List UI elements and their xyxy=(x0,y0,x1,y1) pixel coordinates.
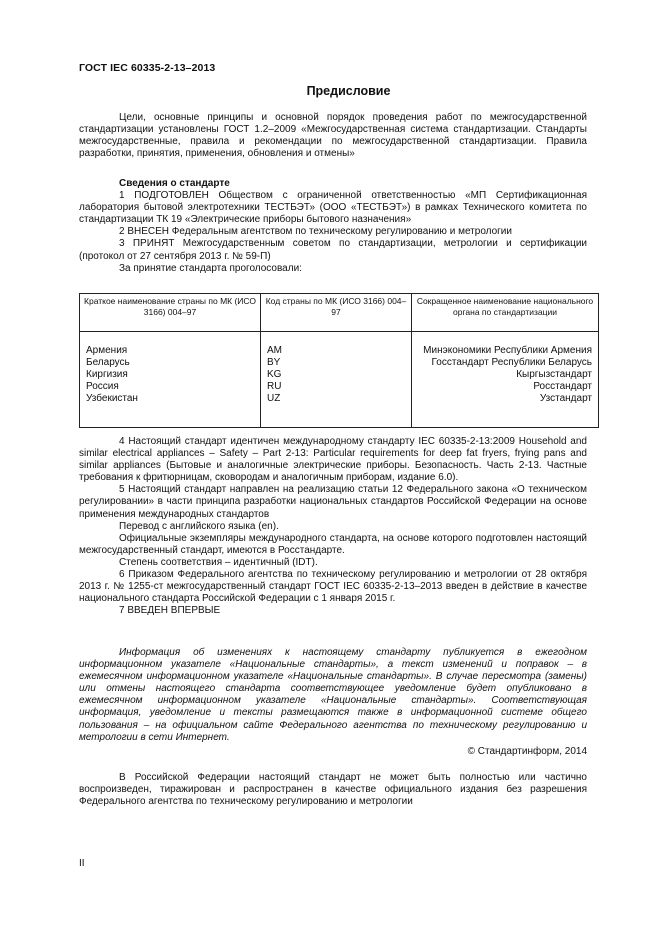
standards-body: Кыргызстандарт xyxy=(516,369,592,381)
country-code: AM xyxy=(267,345,282,356)
country-code: BY xyxy=(267,357,281,369)
info-heading: Сведения о стандарте xyxy=(119,178,230,189)
item-7: 7 ВВЕДЕН ВПЕРВЫЕ xyxy=(119,605,221,617)
page-title: Предисловие xyxy=(306,84,391,98)
standards-body: Минэкономики Республики Армения xyxy=(423,345,592,356)
table-cell-countries xyxy=(80,332,261,428)
item-3: 3 ПРИНЯТ Межгосударственным советом по стандартизации, метрологии и сертификации (протокол от 27 сентября 2013 г. № 59-П) xyxy=(79,238,587,262)
copyright-block xyxy=(79,746,587,758)
item-6: 6 Приказом Федерального агентства по техническому регулированию и метрологии от 28 октября 2013 г. № 1255-ст межгосударственный стандарт ГОСТ IEC 60335-2-13–2013 введен в действие в качестве национального стандарта Российской Федерации с 1 января 2015 г. xyxy=(79,569,587,605)
intro-paragraph: Цели, основные принципы и основной порядок проведения работ по межгосударственной стандартизации установлены ГОСТ 1.2–2009 «Межгосударственная система стандартизации. Стандарты межгосударственные, правила и рекомендации по межгосударственной стандартизации. Правила разработки, принятия, применения, обновления и отмены» xyxy=(79,112,587,160)
restriction-paragraph: В Российской Федерации настоящий стандарт не может быть полностью или частично воспроизведен, тиражирован и распространен в качестве официального издания без разрешения Федерального агентства по техническому регулированию и метрологии xyxy=(79,772,587,808)
table-header-cell: Сокращенное наименование национального органа по стандартизации xyxy=(412,294,599,332)
copyright: © Стандартинформ, 2014 xyxy=(467,746,587,757)
item-5-translation: Перевод с английского языка (en). xyxy=(119,520,279,532)
item-5-copies: Официальные экземпляры международного стандарта, на основе которого подготовлен настоящий межгосударственный стандарт, имеются в Росстандарте. xyxy=(79,532,587,556)
country-code: RU xyxy=(267,381,282,393)
standard-info-block xyxy=(79,178,587,275)
country-name: Узбекистан xyxy=(86,393,138,405)
country-code: UZ xyxy=(267,393,281,405)
item-4: 4 Настоящий стандарт идентичен международному стандарту IEC 60335-2-13:2009 Household and similar electrical appliances – Safety – Part 2-13: Particular requirements for deep fat fryers, frying pans and similar appliances (Бытовые и аналогичные электрические приборы. Безопасность. Часть 2-13. Частные требования к фритюрницам, сковородам и аналогичным приборам, издание 6.0). xyxy=(79,436,587,484)
country-name: Россия xyxy=(86,381,119,393)
table-header-cell: Код страны по МК (ИСО 3166) 004–97 xyxy=(261,294,412,332)
notice-block xyxy=(79,647,587,744)
item-3-vote: За принятие стандарта проголосовали: xyxy=(119,262,302,274)
item-2: 2 ВНЕСЕН Федеральным агентством по техническому регулированию и метрологии xyxy=(119,226,512,238)
voting-table xyxy=(79,293,599,428)
restriction-block xyxy=(79,772,587,808)
standards-body: Госстандарт Республики Беларусь xyxy=(431,357,592,369)
document-header: ГОСТ IEC 60335-2-13–2013 xyxy=(79,62,216,74)
notice-paragraph: Информация об изменениях к настоящему стандарту публикуется в ежегодном информационном указателе «Национальные стандарты», а текст изменений и поправок – в ежемесячном информационном указателе «Национальные стандарты». В случае пересмотра (замены) или отмены настоящего стандарта соответствующее уведомление будет опубликовано в ежемесячном информационном указателе «Национальные стандарты». Соответствующая информация, уведомление и тексты размещаются также в информационной системе общего пользования – на официальном сайте Федерального агентства по техническому регулированию и метрологии в сети Интернет. xyxy=(79,647,587,743)
page-number: II xyxy=(79,858,85,869)
standards-body: Узстандарт xyxy=(539,393,592,405)
table-header-cell: Краткое наименование страны по МК (ИСО 3166) 004–97 xyxy=(80,294,261,332)
table-header-row xyxy=(80,294,599,332)
items-block xyxy=(79,436,587,617)
table-cell-bodies xyxy=(412,332,599,428)
country-name: Киргизия xyxy=(86,369,128,381)
table-row xyxy=(80,332,599,428)
country-name: Армения xyxy=(86,345,128,356)
standards-body: Росстандарт xyxy=(533,381,592,393)
item-1: 1 ПОДГОТОВЛЕН Обществом с ограниченной ответственностью «МП Сертификационная лаборатория бытовой электротехники ТЕСТБЭТ» (ООО «ТЕСТБЭТ») в рамках Технического комитета по стандартизации ТК 19 «Электрические приборы бытового назначения» xyxy=(79,190,587,226)
country-code: KG xyxy=(267,369,282,381)
item-5-degree: Степень соответствия – идентичный (IDT). xyxy=(119,556,318,568)
table-cell-codes xyxy=(261,332,412,428)
item-5: 5 Настоящий стандарт направлен на реализацию статьи 12 Федерального закона «О техническом регулировании» в части принципа разработки национальных стандартов Российской Федерации на основе применения международных стандартов xyxy=(79,484,587,520)
country-name: Беларусь xyxy=(86,357,130,369)
intro-block xyxy=(79,112,587,160)
